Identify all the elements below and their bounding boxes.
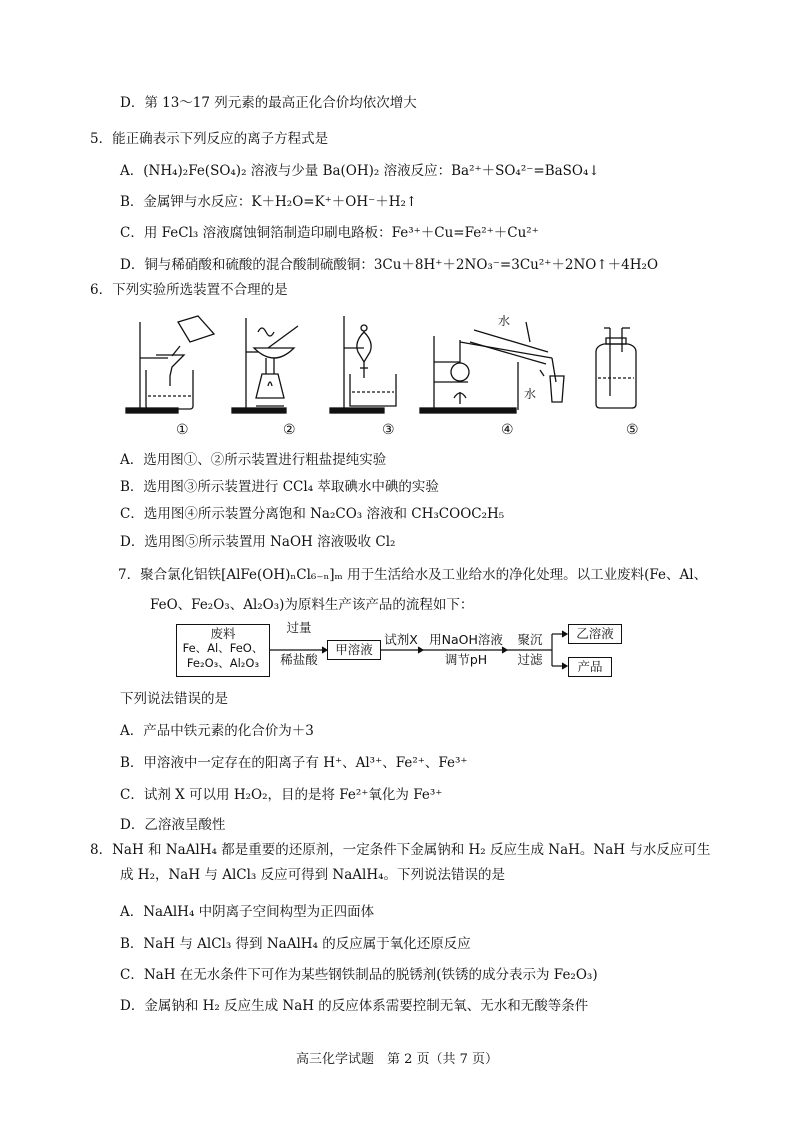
q7-option-c: C．试剂 X 可以用 H₂O₂，目的是将 Fe²⁺氧化为 Fe³⁺	[120, 787, 443, 803]
fig-label-1: ①	[176, 422, 189, 438]
q8-stem-line1: 8．NaH 和 NaAlH₄ 都是重要的还原剂，一定条件下金属钠和 H₂ 反应生成 NaH。NaH 与水反应可生	[90, 842, 711, 858]
q5-option-d: D．铜与稀硝酸和硫酸的混合酸制硫酸铜：3Cu＋8H⁺＋2NO₃⁻=3Cu²⁺＋2NO↑＋4H₂O	[120, 257, 659, 273]
flow-raw-line1: Fe、Al、FeO、	[182, 641, 264, 655]
fig-label-4: ④	[501, 422, 514, 438]
q7-stem-line1: 7．聚合氯化铝铁[AlFe(OH)ₙCl₆₋ₙ]ₘ 用于生活给水及工业给水的净化处理。以工业废料(Fe、Al、	[118, 567, 708, 583]
q7-flow-chart	[170, 620, 630, 690]
flow-solution-b-box: 乙溶液	[568, 624, 622, 644]
q4-option-d: D．第 13～17 列元素的最高正化合价均依次增大	[120, 95, 417, 111]
q6-option-b: B．选用图③所示装置进行 CCl₄ 萃取碘水中碘的实验	[120, 479, 439, 495]
flow-step4-bottom: 过滤	[517, 652, 543, 667]
q5-option-b: B．金属钾与水反应：K＋H₂O=K⁺＋OH⁻＋H₂↑	[120, 194, 418, 210]
fig-label-2: ②	[283, 422, 296, 438]
evaporation-apparatus	[232, 318, 298, 413]
q7-option-b: B．甲溶液中一定存在的阳离子有 H⁺、Al³⁺、Fe²⁺、Fe³⁺	[120, 755, 468, 771]
flow-step2-top: 试剂X	[384, 632, 418, 647]
q7-stem-line2: FeO、Fe₂O₃、Al₂O₃)为原料生产该产品的流程如下：	[150, 597, 474, 613]
flow-step1-top: 过量	[286, 620, 312, 635]
separatory-funnel-apparatus	[330, 316, 396, 413]
fig-label-3: ③	[382, 422, 395, 438]
q6-stem: 6．下列实验所选装置不合理的是	[90, 282, 288, 298]
filtration-apparatus	[126, 316, 214, 413]
condenser-water-in-label: 水	[498, 314, 511, 328]
q6-option-c: C．选用图④所示装置分离饱和 Na₂CO₃ 溶液和 CH₃COOC₂H₅	[120, 506, 505, 522]
flow-step4-top: 聚沉	[517, 632, 543, 647]
flow-step1-bottom: 稀盐酸	[280, 652, 318, 667]
flow-step3-top: 用NaOH溶液	[429, 632, 503, 647]
q5-option-a: A．(NH₄)₂Fe(SO₄)₂ 溶液与少量 Ba(OH)₂ 溶液反应：Ba²⁺＋SO₄²⁻=BaSO₄↓	[120, 163, 600, 179]
flow-raw-line2: Fe₂O₃、Al₂O₃	[186, 656, 260, 670]
q5-option-c: C．用 FeCl₃ 溶液腐蚀铜箔制造印刷电路板：Fe³⁺＋Cu=Fe²⁺＋Cu²⁺	[120, 225, 539, 241]
flow-raw-title: 废料	[210, 626, 236, 641]
q6-apparatus-figure	[118, 312, 658, 420]
q7-sub-stem: 下列说法错误的是	[120, 691, 228, 707]
flow-step3-bottom: 调节pH	[444, 652, 488, 667]
q8-option-a: A．NaAlH₄ 中阴离子空间构型为正四面体	[120, 904, 375, 920]
page-footer: 高三化学试题 第 2 页（共 7 页）	[295, 1052, 499, 1067]
q6-option-a: A．选用图①、②所示装置进行粗盐提纯实验	[120, 452, 387, 468]
flow-solution-a-box: 甲溶液	[327, 640, 381, 660]
q7-option-d: D．乙溶液呈酸性	[120, 817, 226, 833]
q8-stem-line2: 成 H₂，NaH 与 AlCl₃ 反应可得到 NaAlH₄。下列说法错误的是	[120, 867, 506, 883]
gas-washing-bottle-apparatus	[596, 328, 636, 408]
flow-arrows	[170, 620, 630, 690]
q7-option-a: A．产品中铁元素的化合价为＋3	[120, 723, 314, 739]
q5-stem: 5．能正确表示下列反应的离子方程式是	[90, 131, 329, 147]
fig-label-5: ⑤	[626, 422, 639, 438]
q8-option-b: B．NaH 与 AlCl₃ 得到 NaAlH₄ 的反应属于氧化还原反应	[120, 936, 471, 952]
flow-product-box: 产品	[568, 657, 612, 677]
distillation-apparatus	[420, 322, 564, 413]
q8-option-d: D．金属钠和 H₂ 反应生成 NaH 的反应体系需要控制无氧、无水和无酸等条件	[120, 998, 589, 1014]
q6-option-d: D．选用图⑤所示装置用 NaOH 溶液吸收 Cl₂	[120, 534, 396, 550]
condenser-water-out-label: 水	[524, 387, 537, 401]
q8-option-c: C．NaH 在无水条件下可作为某些钢铁制品的脱锈剂(铁锈的成分表示为 Fe₂O₃)	[120, 967, 598, 983]
